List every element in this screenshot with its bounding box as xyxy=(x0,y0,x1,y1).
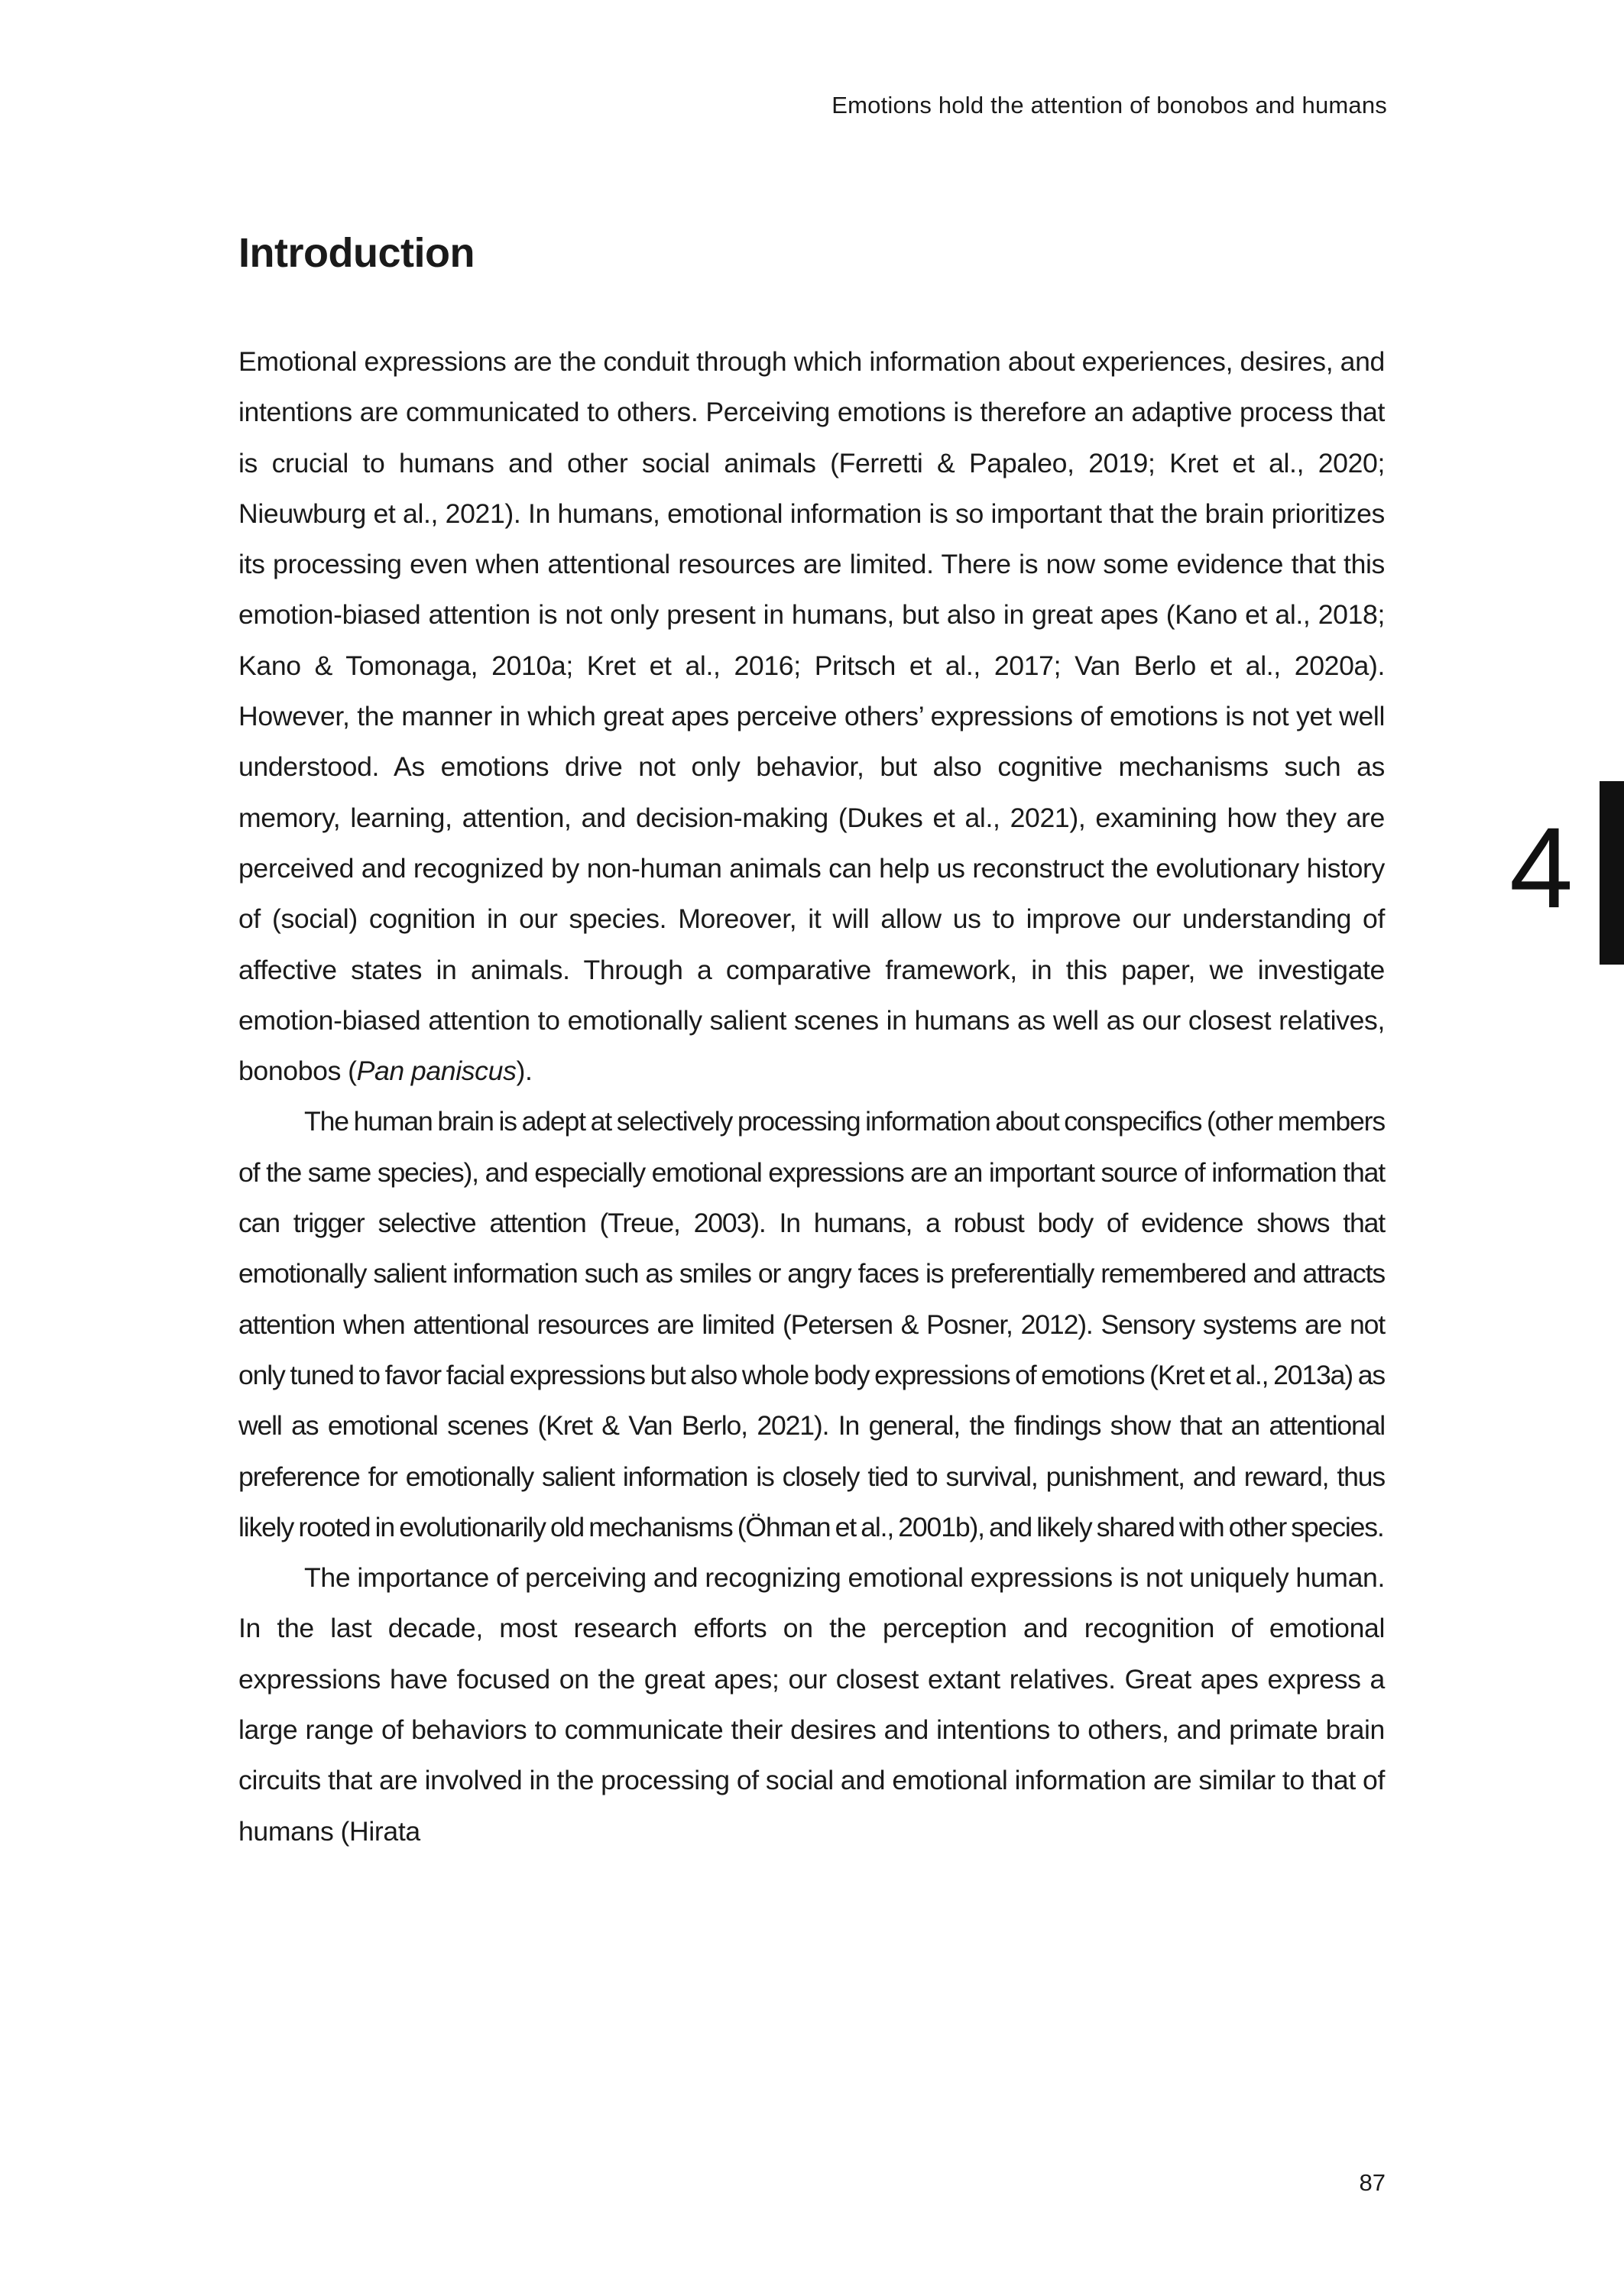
paragraph-1-text: Emotional expressions are the conduit through which information about experiences, desires, and intentions are communicated to others. Perceiving emotions is therefore an adaptive process that is crucial to humans and other social animals (Ferretti & Papaleo, 2019; Kret et al., 2020; Nieuwburg et al., 2021). In humans, emotional information is so important that the brain prioritizes its processing even when attentional resources are limited. There is now some evidence that this emotion-biased attention is not only present in humans, but also in great apes (Kano et al., 2018; Kano & Tomonaga, 2010a; Kret et al., 2016; Pritsch et al., 2017; Van Berlo et al., 2020a). However, the manner in which great apes perceive others’ expressions of emotions is not yet well understood. As emotions drive not only behavior, but also cognitive mechanisms such as memory, learning, attention, and decision-making (Dukes et al., 2021), examining how they are perceived and recognized by non-human animals can help us reconstruct the evolutionary history of (social) cognition in our species. Moreover, it will allow us to improve our understanding of affective states in animals. Through a comparative framework, in this paper, we investigate emotion-biased attention to emotionally salient scenes in humans as well as our closest relatives, bonobos ( xyxy=(238,346,1385,1087)
page-number: 87 xyxy=(1359,2169,1386,2196)
paragraph-1 xyxy=(238,336,1385,1096)
paragraph-3: The importance of perceiving and recognizing emotional expressions is not uniquely human. In the last decade, most research efforts on the perception and recognition of emotional expressions have focused on the great apes; our closest extant relatives. Great apes express a large range of behaviors to communicate their desires and intentions to others, and primate brain circuits that are involved in the processing of social and emotional information are similar to that of humans (Hirata xyxy=(238,1562,1385,1847)
species-name: Pan paniscus xyxy=(356,1056,517,1087)
section-heading: Introduction xyxy=(238,230,475,276)
body-text xyxy=(238,336,1385,1857)
paragraph-1-end: ). xyxy=(516,1056,533,1087)
chapter-number: 4 xyxy=(1509,803,1574,932)
paragraph-2: The human brain is adept at selectively processing information about conspecifics (other members of the same species), and especially emotional expressions are an important source of information that can trigger selective attention (Treue, 2003). In humans, a robust body of evidence shows that emotionally salient information such as smiles or angry faces is preferentially remembered and attracts attention when attentional resources are limited (Petersen & Posner, 2012). Sensory systems are not only tuned to favor facial expressions but also whole body expressions of emotions (Kret et al., 2013a) as well as emotional scenes (Kret & Van Berlo, 2021). In general, the findings show that an attentional preference for emotionally salient information is closely tied to survival, punishment, and reward, thus likely rooted in evolutionarily old mechanisms (Öhman et al., 2001b), and likely shared with other species. xyxy=(238,1106,1385,1542)
chapter-tab-bar xyxy=(1600,781,1624,965)
running-header: Emotions hold the attention of bonobos and humans xyxy=(831,92,1387,118)
